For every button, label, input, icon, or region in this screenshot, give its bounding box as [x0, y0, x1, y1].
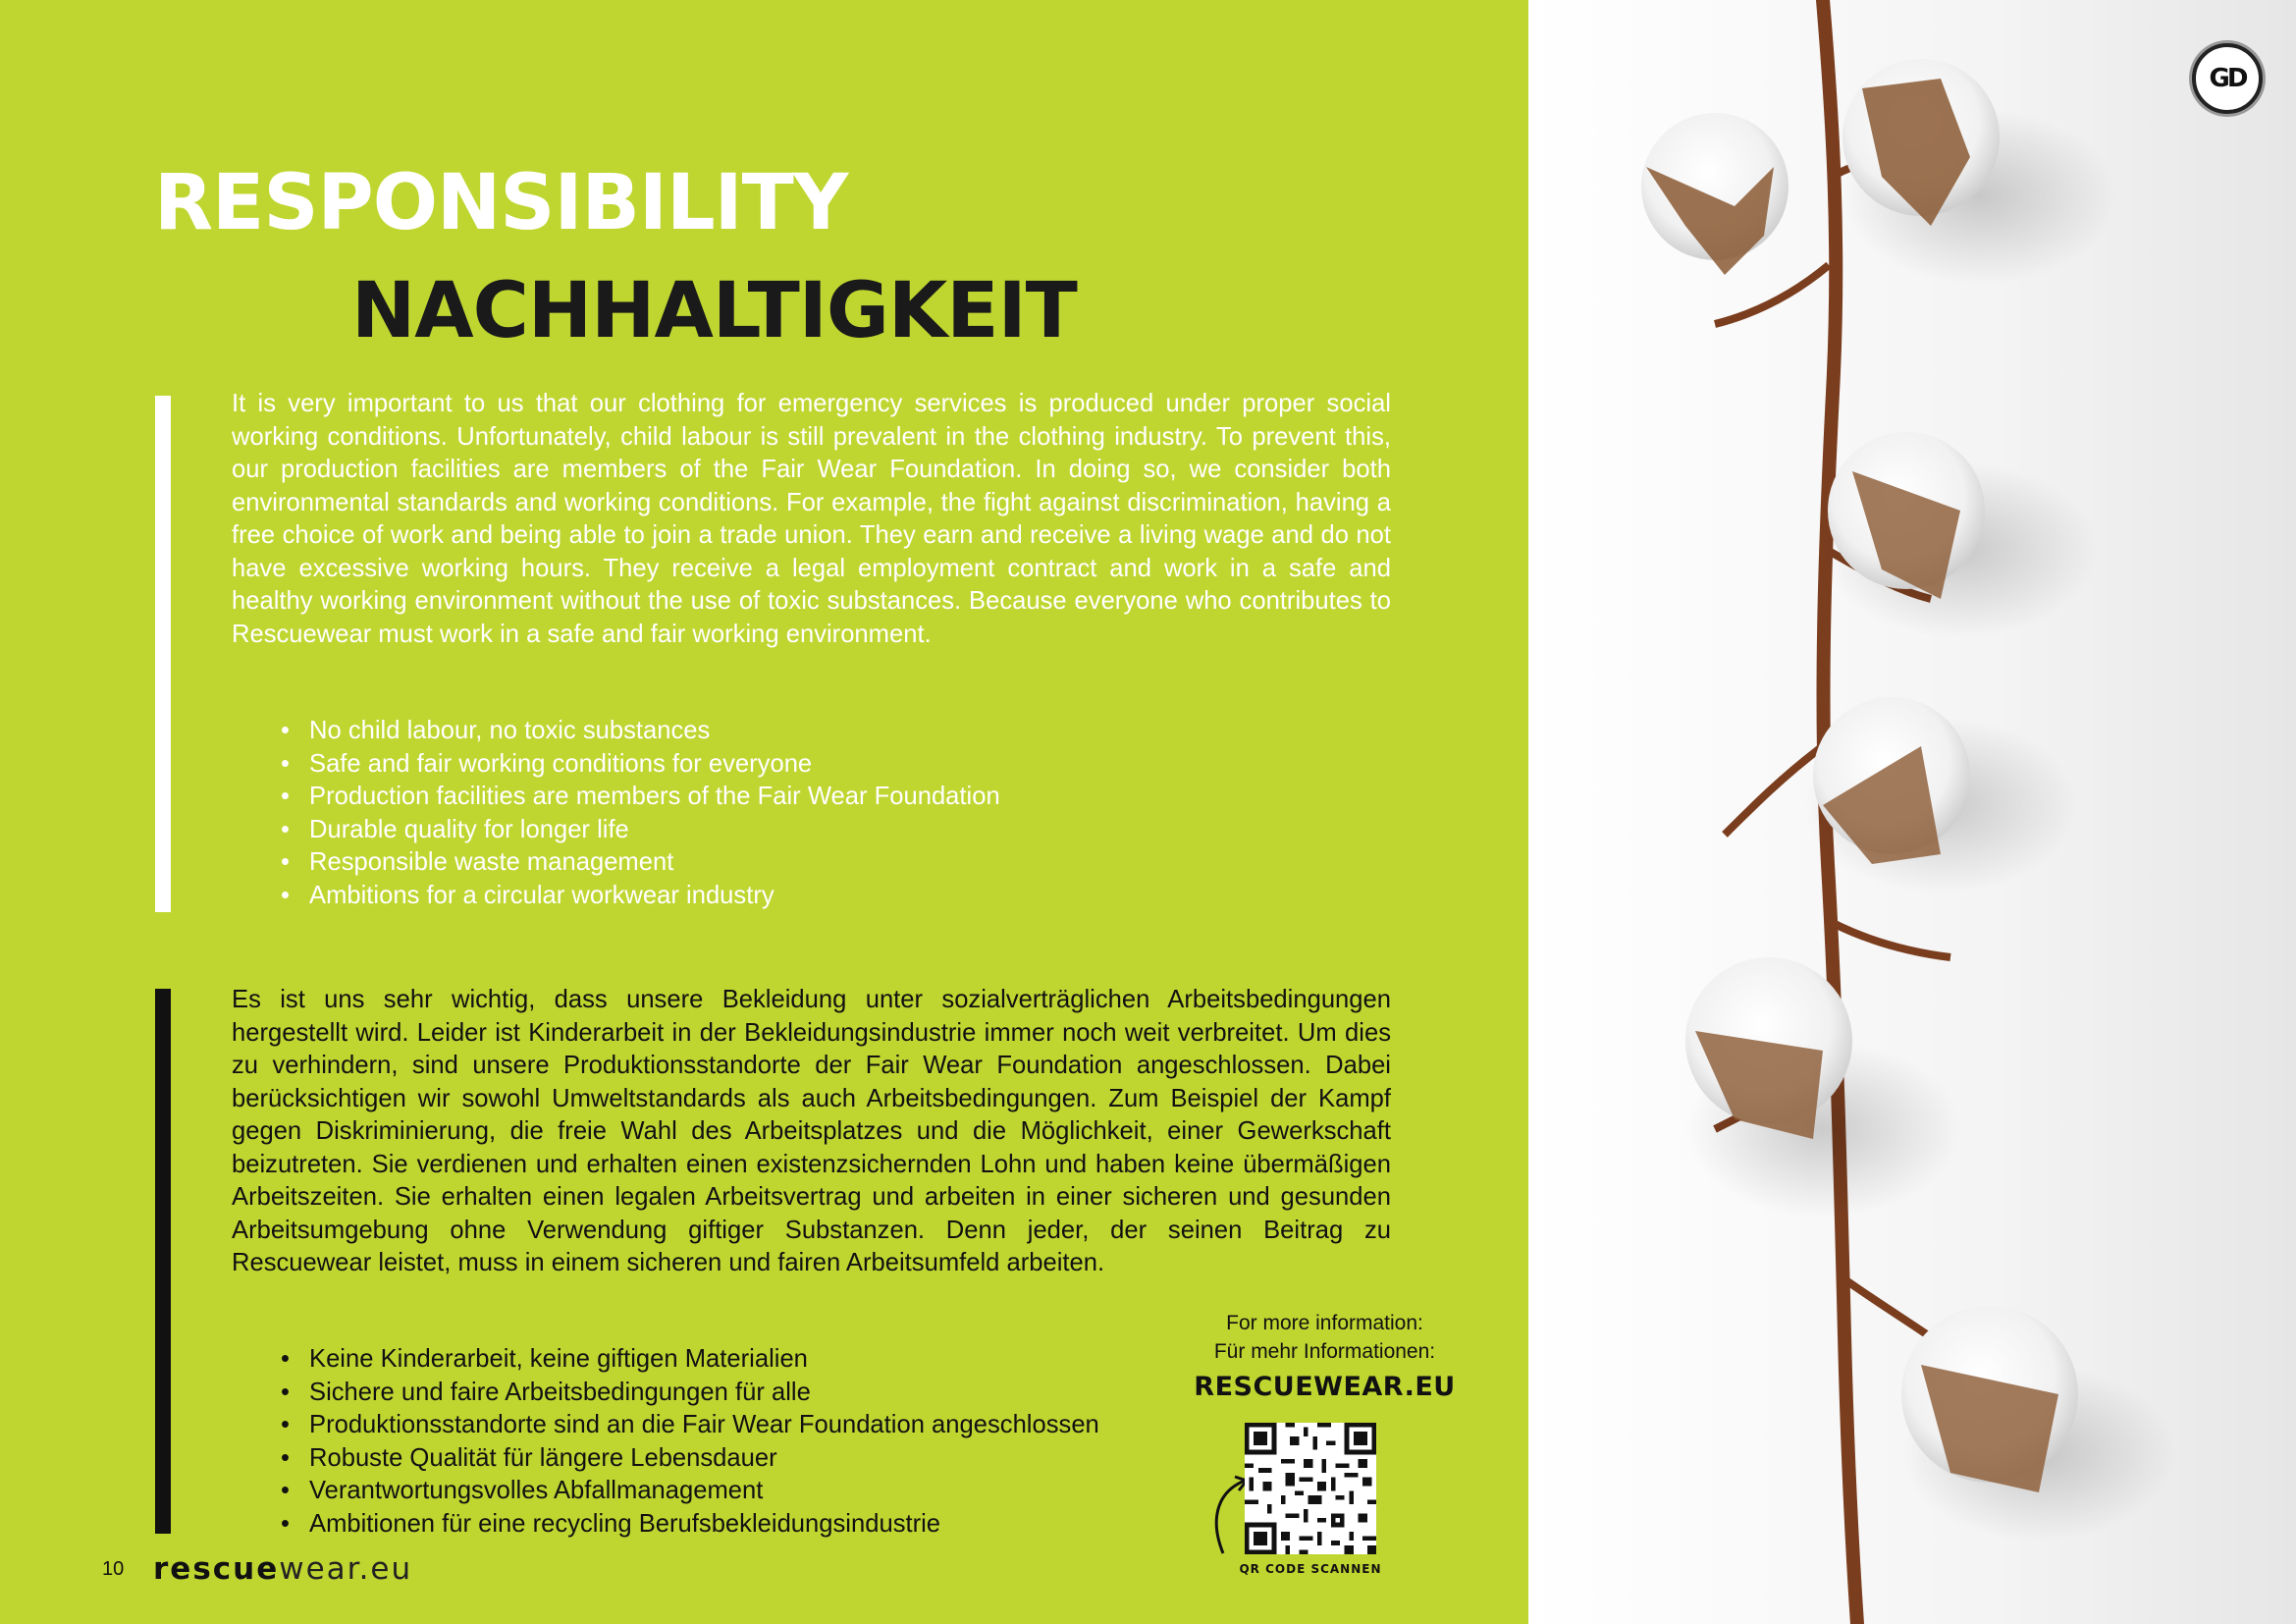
- info-line-english: For more information:: [1226, 1312, 1423, 1334]
- list-item: • Produktionsstandorte sind an die Fair Wear Foundation angeschlossen: [281, 1409, 1099, 1442]
- list-item: • Durable quality for longer life: [281, 814, 1000, 847]
- cotton-boll: [1641, 113, 1789, 275]
- info-line-german: Für mehr Informationen:: [1213, 1340, 1436, 1363]
- page-number: 10: [102, 1558, 125, 1580]
- german-paragraph: Es ist uns sehr wichtig, dass unsere Bekleidung unter sozialverträglichen Arbeitsbedingungen hergestellt wird. Leider ist Kinderarbeit in der Bekleidungsindustrie immer noch weit verbreitet. Um dies zu verhindern, sind unsere Produktionsstandorte der Fair Wear Foundation angeschlossen. Dabei berücksichtigen wir sowohl Umweltstandards als auch Arbeitsbedingungen. Zum Beispiel der Kampf gegen Diskriminierung, die freie Wahl des Arbeitsplatzes und die Möglichkeit, einer Gewerkschaft beizutreten. Sie verdienen und erhalten einen existenzsichernden Lohn und haben keine übermäßigen Arbeitszeiten. Sie erhalten einen legalen Arbeitsvertrag und arbeiten in einer sicheren und gesunden Arbeitsumgebung ohne Verwendung giftiger Substanzen. Denn jeder, der seinen Beitrag zu Rescuewear leistet, muss in einem sicheren und fairen Arbeitsumfeld arbeiten.: [232, 986, 1391, 1276]
- cotton-branch-illustration: [1528, 0, 2296, 1624]
- list-item: • Ambitions for a circular workwear industry: [281, 880, 1000, 913]
- website-link[interactable]: RESCUEWEAR.EU: [1194, 1372, 1456, 1402]
- qr-caption: QR CODE SCANNEN: [1239, 1562, 1382, 1576]
- more-info-block: [1180, 1309, 1469, 1402]
- list-item: • Ambitionen für eine recycling Berufsbekleidungsindustrie: [281, 1508, 1099, 1542]
- list-item: • Safe and fair working conditions for everyone: [281, 748, 1000, 782]
- brand-part-2: wear.eu: [279, 1551, 413, 1587]
- list-item: • Keine Kinderarbeit, keine giftigen Materialien: [281, 1343, 1099, 1377]
- list-item: • Robuste Qualität für längere Lebensdauer: [281, 1442, 1099, 1476]
- german-bullet-list: [281, 1343, 1099, 1541]
- qr-code-icon[interactable]: [1245, 1423, 1376, 1554]
- german-section-bar: [155, 989, 171, 1534]
- list-item: • Verantwortungsvolles Abfallmanagement: [281, 1475, 1099, 1508]
- english-section-bar: [155, 396, 171, 912]
- list-item: • Responsible waste management: [281, 846, 1000, 880]
- brand-logo: [153, 1551, 412, 1587]
- english-paragraph: It is very important to us that our clothing for emergency services is produced under proper social working conditions. Unfortunately, child labour is still prevalent in the clothing industry. To prevent this, our production facilities are members of the Fair Wear Foundation. In doing so, we consider both environmental standards and working conditions. For example, the fight against discrimination, having a free choice of work and being able to join a trade union. They earn and receive a living wage and do not have excessive working hours. They receive a legal employment contract and work in a safe and healthy working environment without the use of toxic substances. Because everyone who contributes to Rescuewear must work in a safe and fair working environment.: [232, 390, 1391, 648]
- title-german: NACHHALTIGKEIT: [351, 267, 1077, 355]
- gd-logo-icon: [2192, 43, 2263, 114]
- brand-part-1: rescue: [153, 1551, 280, 1587]
- list-item: • Sichere und faire Arbeitsbedingungen für alle: [281, 1377, 1099, 1410]
- badge-text: GD: [2209, 64, 2246, 93]
- list-item: • Production facilities are members of the Fair Wear Foundation: [281, 781, 1000, 814]
- english-bullet-list: [281, 715, 1000, 912]
- cotton-photo: [1528, 0, 2296, 1624]
- title-english: RESPONSIBILITY: [154, 159, 848, 247]
- list-item: • No child labour, no toxic substances: [281, 715, 1000, 748]
